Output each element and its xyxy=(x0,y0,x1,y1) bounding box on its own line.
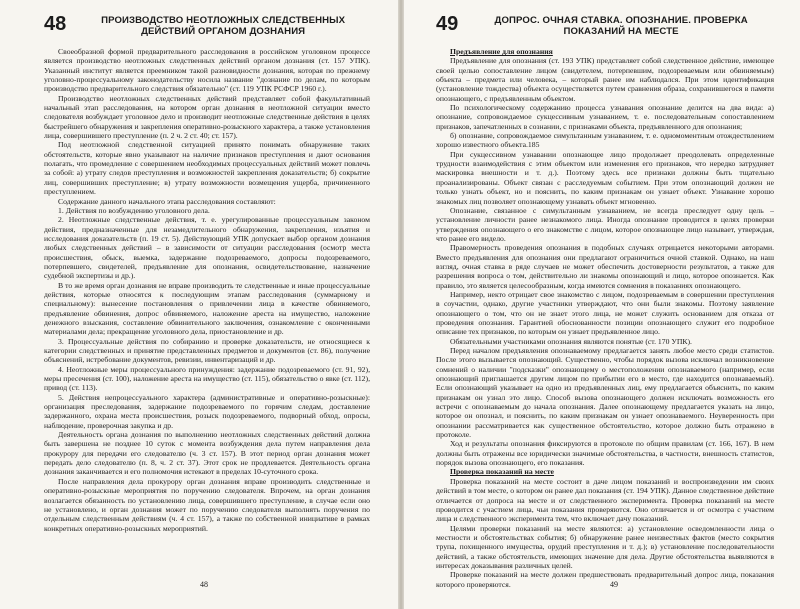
right-paragraph: Опознание, связанное с симультанным узнаванием, не всегда преследует одну цель – установление личности ранее незнакомого лица. Иногда опознание проводится в целях проверки утверждения опознающего о его знакомстве с лицом, которое опознающее лицо называет, утверждая, что ранее его видело. xyxy=(436,205,774,243)
right-paragraph: Проверке показаний на месте должен предшествовать предварительный допрос лица, показания которого проверяются. xyxy=(436,570,774,589)
right-paragraph: Правомерность проведения опознания в подобных случаях отрицается некоторыми авторами. Вместо предъявления для опознания они предлагают ограничиться очной ставкой. Однако, на наш взгляд, очная ставка в ряде случаев не может обеспечить достоверности результатов, а также для разрешения вопроса о том, действительно ли знакомы опознающий и лицо, которое опознается. Как правило, это является целесообразным, когда имеются сомнения в показаниях опознающего. xyxy=(436,243,774,290)
left-page-chapter-number: 48 xyxy=(44,13,67,35)
right-page-body xyxy=(436,47,774,589)
right-page-header xyxy=(436,14,774,37)
right-page-number: 49 xyxy=(610,580,618,589)
right-paragraph: Ход и результаты опознания фиксируются в протоколе по общим правилам (ст. 166, 167). В нем должны быть отражены все юридически значимые обстоятельства, в частности, внешность статистов, порядок вызова опознающего, его показания. xyxy=(436,439,774,468)
left-page-title: ПРОИЗВОДСТВО НЕОТЛОЖНЫХ СЛЕДСТВЕННЫХ ДЕЙСТВИЙ ОРГАНОМ ДОЗНАНИЯ xyxy=(101,15,346,37)
right-paragraph: Например, некто отрицает свое знакомство с лицом, подозреваемым в совершении преступления в соучастии, однако, другие участники утверждают, что они были знакомы. Поэтому заявление опознающего о том, что он не знает этого лица, не может служить основанием для отказа от проведения опознания. Гарантией обоснованности позиции опознающего служит его подробное описание тех признаков, по которым он узнает предъявленное лицо. xyxy=(436,289,774,337)
left-paragraph: Производство неотложных следственных действий представляет собой факультативный начальный этап расследования, на котором орган дознания в неотложной ситуации вместо следователя возбуждает уголовное дело и производит неотложные следственные действия в целях быстрейшего обнаружения и закрепления оперативно-розыскного характера, а также установления лица, совершившего преступление (п. 2 ч. 2 ст. 40; ст. 157). xyxy=(44,93,370,141)
left-paragraph: Под неотложной следственной ситуацией принято понимать обнаружение таких обстоятельств, которые явно указывают на наличие признаков преступления и дают основания полагать, что промедление с совершением необходимых процессуальных действий может повлечь за собой: а) утрату следов преступления и возможностей закрепления доказательств; б) сокрытие лиц, совершивших преступление; в) утрату возможности возмещения ущерба, причиненного преступлением. xyxy=(44,140,370,197)
book-gutter xyxy=(398,0,404,609)
left-page-header xyxy=(44,14,370,37)
right-paragraph: Проверка показаний на месте состоит в даче лицом показаний и воспроизведении им своих действий в том месте, о котором он ранее дал показания (ст. 194 УПК). Данное следственное действие отличается от допроса на месте и от следственного эксперимента. Проверка показаний на месте проводится с участием лица, чьи показания проверяются. Оно отличается и от осмотра с участием лица и следственного эксперимента тем, что включает дачу показаний. xyxy=(436,476,774,524)
left-paragraph: В то же время орган дознания не вправе производить те следственные и иные процессуальные действия, которые относятся к последующим этапам расследования (суммарному и специальному): вынесение постановления о привлечении лица в качестве обвиняемого, предъявление обвинения, допрос обвиняемого, наложение ареста на имущество, наложение денежного взыскания, составление обвинительного заключения, ознакомление с оконченными материалами дела; прекращение уголовного дела, приостановление и др. xyxy=(44,280,370,337)
right-paragraph: Перед началом предъявления опознаваемому предлагается занять любое место среди статистов. После этого вызывается опознающий. Существенно, чтобы порядок вызова исключал возникновение сомнений о наличии "подсказки" опознающему о местоположении опознаваемого (например, если опознающий приглашается другим лицом по прибытии его в место, где находится опознаваемый). Если опознающий указывает на одно из предъявленных лиц, ему предлагается объяснить, по каким признакам он узнал это лицо. Способ вызова опознающего должен исключать возможность его встречи с опознаваемым до начала опознания. Далее опознающему предлагается указать на лицо, которое он опознал, и пояснить, по каким признакам он узнает опознаваемого. Неуверенность при опознании рассматривается как существенное обстоятельство, которое должно быть отражено в протоколе. xyxy=(436,346,774,440)
left-page-number: 48 xyxy=(200,580,208,589)
left-paragraph: 2. Неотложные следственные действия, т. е. урегулированные процессуальным законом действия, предназначенные для незамедлительного обнаружения, закрепления, изъятия и исследования доказательств (п. 19 ст. 5). Действующий УПК допускает выбор органом дознания любых следственных действий – в зависимости от ситуации расследования (осмотр места происшествия, обыск, выемка, задержание подозреваемого, допросы подозреваемого, потерпевшего, свидетелей, предъявление для опознания, освидетельствование, назначение судебной экспертизы и др.). xyxy=(44,215,370,281)
right-paragraph: Обязательными участниками опознания являются понятые (ст. 170 УПК). xyxy=(450,336,692,346)
left-paragraph: 5. Действия непроцессуального характера (административные и оперативно-розыскные): организация преследования, задержание подозреваемого по горячим следам, доставление задержанного, охрана места происшествия, розыск подозреваемого, подворный обход, опросы, наблюдение, проверочная закупка и др. xyxy=(44,392,370,430)
right-paragraph: Целями проверки показаний на месте являются: а) установление осведомленности лица о местности и обстоятельствах события; б) обнаружение ранее неизвестных фактов (место сокрытия трупа, похищенного имущества, орудий преступления и т. д.); в) установление последовательности действий, а также обстоятельств, имеющих значение для дела. Другие обстоятельства выявляются в интересах доказывания различных целей. xyxy=(436,523,774,570)
right-paragraph: По психологическому содержанию процесса узнавания опознание делится на два вида: а) опознание, сопровождаемое сукцессивным узнаванием, т. е. последовательным сопоставлением признаков, запечатленных в сознании, с признаками объекта, предъявленного для опознания; xyxy=(436,103,774,131)
left-paragraph: 3. Процессуальные действия по собиранию и проверке доказательств, не относящиеся к категории следственных и принятие представленных предметов и документов (ст. 86), получение объяснений, истребование документов, ревизии, инвентаризаций и др. xyxy=(44,336,370,365)
right-paragraph: Предъявление для опознания (ст. 193 УПК) представляет собой следственное действие, имеющее своей целью сопоставление лицом (свидетелем, потерпевшим, подозреваемым или обвиняемым) объекта – предмета или человека, – который ранее им наблюдался. При этом идентификация (установление тождества) объекта осуществляется путем сравнения образа, сохранившегося в памяти опознающего, с предъявленным объектом. xyxy=(436,56,774,103)
right-page-chapter-number: 49 xyxy=(436,13,459,35)
left-paragraph: После направления дела прокурору орган дознания вправе производить следственные и оперативно-розыскные мероприятия по поручению следователя. Впрочем, на орган дознания возлагается обязанность по установлению лица, совершившего преступление, в случае если оно не установлено, и орган дознания может по поручению следователя выполнять поручения по отдельным следственным действиям (ч. 4 ст. 157), а также по собственной инициативе в рамках конкретных оперативно-розыскных мероприятий. xyxy=(44,476,370,533)
left-paragraph: Деятельность органа дознания по выполнению неотложных следственных действий должна быть завершена не позднее 10 суток с момента возбуждения дела путем направления дела прокурору для передачи его следователю (ч. 3 ст. 157). В этот период орган дознания может передать дело следователю (п. 8, ч. 2 ст. 37). Этот срок не продлевается. Деятельность органа дознания заканчивается и его полномочия истекают в пределах 10-суточного срока. xyxy=(44,430,370,477)
left-paragraph: Содержание данного начального этапа расследования составляют: xyxy=(58,196,276,206)
left-paragraph: Своеобразной формой предварительного расследования в российском уголовном процессе является производство неотложных следственных действий органом дознания (ст. 157 УПК). Указанный институт является преемником такой разновидности дознания, которая по прежнему уголовно-процессуальному законодательству носила название "дознание по делам, по которым производство предварительного следствия обязательно" (ст. 119 УПК РСФСР 1960 г.). xyxy=(44,47,370,94)
right-paragraph: При сукцессивном узнавании опознающее лицо продолжает преодолевать определенные трудности взаимодействия с этим объектом или изменения его признаков, что нередко затрудняет маскировка внешности и т. д.). Поэтому здесь все признаки должны быть тщательно проанализированы. Объект связан с расследуемым событием. При этом опознающий должен не только узнать объект, но и пояснить, по каким признакам он узнает объект. Узнавание хорошо знакомых лиц позволяет опознающему узнавать объект мгновенно. xyxy=(436,149,774,206)
right-page xyxy=(400,0,800,609)
left-page-body xyxy=(44,47,370,533)
left-paragraph: 4. Неотложные меры процессуального принуждения: задержание подозреваемого (ст. 91, 92), меры пресечения (ст. 100), наложение ареста на имущество (ст. 115), обязательство о явке (ст. 112), привод (ст. 113). xyxy=(44,364,370,393)
left-paragraph: 1. Действия по возбуждению уголовного дела. xyxy=(58,205,210,215)
section-heading: Проверка показаний на месте xyxy=(450,467,554,477)
right-page-title: ДОПРОС. ОЧНАЯ СТАВКА. ОПОЗНАНИЕ. ПРОВЕРКА ПОКАЗАНИЙ НА МЕСТЕ xyxy=(494,15,748,37)
right-paragraph: б) опознание, сопровождаемое симультанным узнаванием, т. е. одномоментным отождествлением хорошо известного объекта.185 xyxy=(436,131,774,150)
section-heading: Предъявление для опознания xyxy=(450,47,553,56)
